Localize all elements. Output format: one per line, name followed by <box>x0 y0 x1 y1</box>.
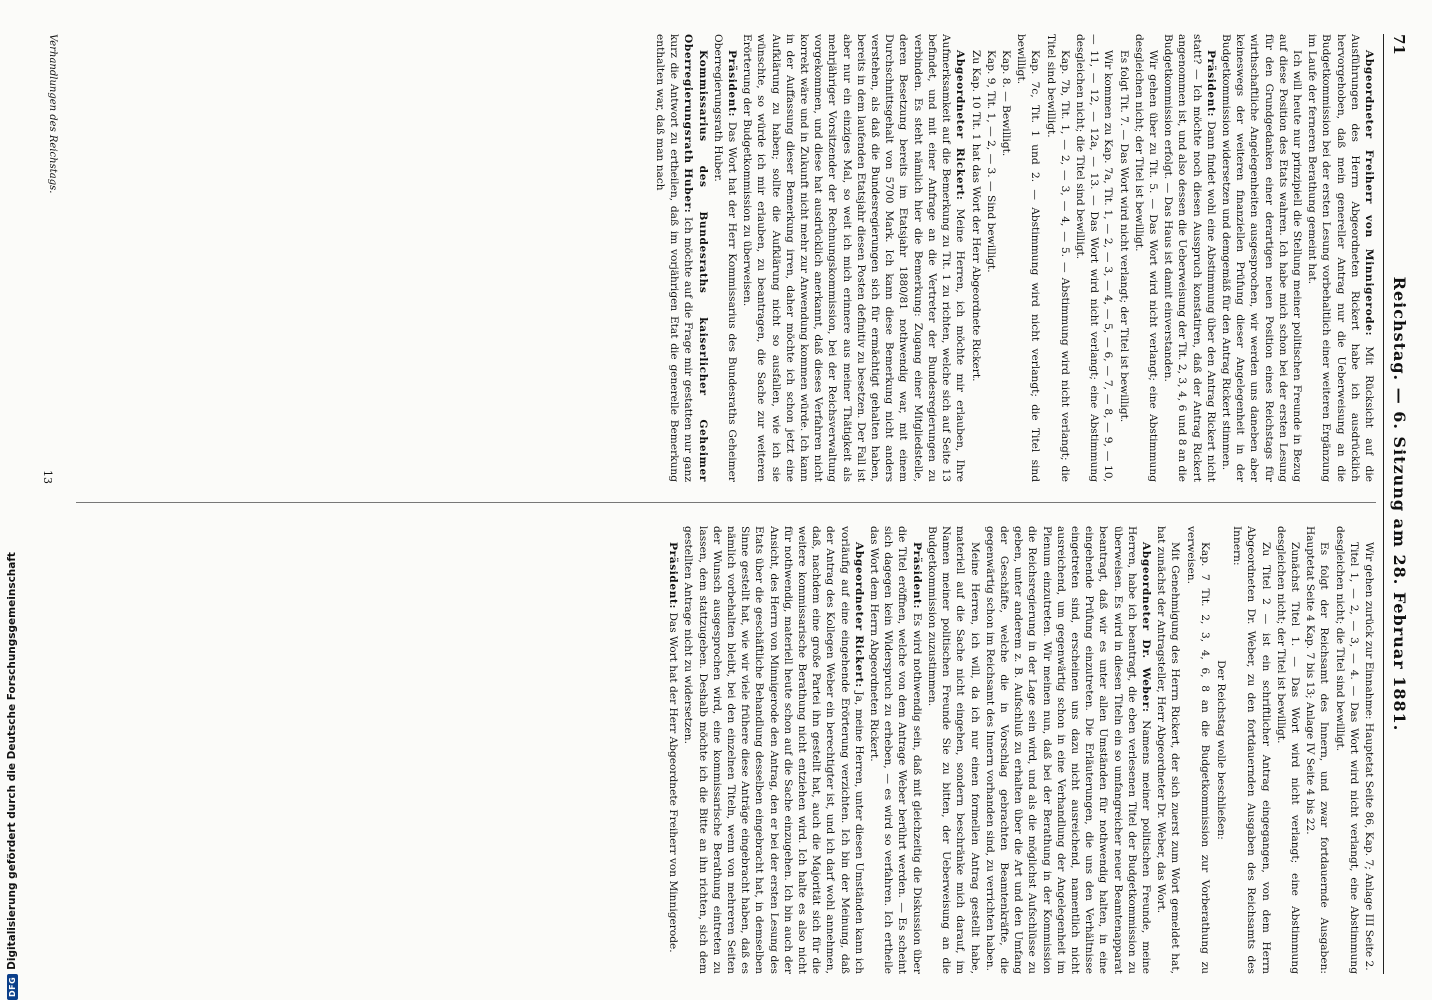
text-paragraph <box>1230 526 1273 974</box>
paragraph-text: Namens meiner politischen Freunde, meine Herren, habe ich beantragt, die eben verlesenen Titel der Budgetkommission zu überweisen. Es wird in diesen Titeln ein so umfangreicher neuer Beamtenapparat beantragt, daß wir es unter allen Umständen für nothwendig halten, in eine eingehende Prüfung einzutreten. Die Erläuterungen, die uns den Verhältnisse eingetreten sind, erscheinen uns dazu nicht ausreichend, namentlich nicht ausreichend, um gegenwärtig schon in eine Verhandlung der Angelegenheit im Plenum einzutreten. Wir meinen nun, daß bei der Berathung in der Kommission die Reichsregierung in der Lage sein wird, und als die möglichst Aufschlüsse zu geben, unter anderem z. B. Aufschluß zu erhalten über die Art und den Umfang der Geschäfte, welche die in Vorschlag gebrachten Beamtenkräfte, die gegenwärtig schon im Reichsamt des Innern vorhanden sind, zu verrichten haben. <box>983 526 1152 974</box>
text-paragraph <box>968 34 982 482</box>
paragraph-text: Titel 1, — 2, — 3, — 4. — Das Wort wird nicht verlangt, eine Abstimmung desgleichen nicht; die Titel sind bewilligt. <box>1333 526 1360 974</box>
paragraph-text: Kap. 7 Tit. 2, 3, 4, 6, 8 an die Budgetkommission zur Vorberathung zu verweisen. <box>1184 526 1211 974</box>
paragraph-text: Wir gehen zurück zur Einnahme: Hauptetat Seite 86, Kap. 7; Anlage III Seite 2. <box>1363 542 1375 971</box>
text-paragraph <box>1014 34 1042 482</box>
speaker-name: Abgeordneter Rickert: <box>852 542 865 688</box>
text-paragraph <box>867 526 924 974</box>
paragraph-text: Zunächst Titel 1. — Das Wort wird nicht verlangt; eine Abstimmung desgleichen nicht; der Titel ist bewilligt. <box>1274 526 1301 974</box>
text-paragraph <box>666 526 680 974</box>
text-paragraph <box>1219 34 1304 482</box>
paragraph-text: Ja, meine Herren, unter diesen Umständen kann ich vorläufig auf eine eingehende Erörterung verzichten. Ich bin der Meinung, daß der Antrag des Kollegen Weber ein berechtigter ist, und ich darf wohl annehmen, daß, nachdem eine große Partei ihn gestellt hat, auch die Majorität sich für die weitere kommissarische Berathung nicht entziehen wird. Ich halte es also nicht für nothwendig, materiell heute schon auf die Sache einzugehen. Ich bin auch der Ansicht, des Herrn von Minnigerode den Antrag, den er bei der ersten Lesung des Etats über die geschäftliche Behandlung desselben eingebracht hat, in demselben Sinne gestellt hat, wie wir viele frühere diese Anträge eingebracht haben, daß es nämlich vorbehalten bleibt, bei den einzelnen Titeln, wenn von mehreren Seiten der Wunsch ausgesprochen wird, eine kommissarische Berathung eintreten zu lassen, dem stattzugeben. Deshalb möchte ich die Bitte an ihn richten, sich dem gestellten Antrage nicht zu widersetzen. <box>682 526 865 974</box>
paragraph-text: Es folgt der Reichsamt des Innern, und zwar fortdauernde Ausgaben: Hauptetat Seite 4 Kap. 7 bis 13; Anlage IV Seite 4 bis 22. <box>1304 526 1331 974</box>
paragraph-text: Es wird nothwendig sein, daß mit gleichzeitig die Diskussion über die Titel eröffnen, welche von dem Antrage Weber berührt werden. — Es scheint sich dagegen kein Widerspruch zu erheben, — es wird so verfahren. Ich ertheile das Wort dem Herrn Abgeordneten Rickert. <box>868 526 923 974</box>
paragraph-text: Kap. 7b, Tit. 1, — 2, — 3, — 4, — 5. — Abstimmung wird nicht verlangt; die Titel sind bewilligt. <box>1044 34 1071 482</box>
text-paragraph <box>999 34 1013 482</box>
text-paragraph <box>1305 34 1376 482</box>
text-paragraph <box>1332 526 1360 974</box>
running-title: Reichstag. — 6. Sitzung am 28. Februar 1881. <box>1390 276 1409 732</box>
text-paragraph <box>1274 526 1302 974</box>
text-paragraph <box>1183 526 1211 974</box>
paragraph-text: Meine Herren, ich will, da ich nur einen formellen Antrag gestellt habe, materiell auf die Sache nicht eingehen, sondern beschränke mich darauf, im Namen meiner politischen Freunde Sie zu bitten, der Ueberweisung an die Budgetkommission zuzustimmen. <box>925 526 981 974</box>
page-number: 71 <box>1390 34 1408 55</box>
text-paragraph <box>1043 34 1071 482</box>
speaker-name: Abgeordneter Freiherr von Minnigerode: <box>1363 50 1375 337</box>
paragraph-text: Zu Titel 2 — ist ein schriftlicher Antrag eingegangen, von dem Herrn Abgeordneten Dr. Weber, zu den fortdauernden Ausgaben des Reichsamts des Innern: <box>1231 526 1272 974</box>
footer-line: Verhandlungen des Reichstags. <box>47 34 58 194</box>
right-column <box>66 526 1376 974</box>
paragraph-text: Ich will heute nur prinzipiell die Stellung meiner politischen Freunde in Bezug auf diese Position des Etats wahren. Ich habe mich schon bei der ersten Lesung für den Grundgedanken einer derartigen neuen Position eines Reichstags für wirthschaftliche Angelegenheiten ausgesprochen, wir werden uns daneben aber keineswegs der weiteren finanziellen Prüfung dieser Angelegenheit in der Budgetkommission widersetzen und demgemäß für den Antrag Rickert stimmen. <box>1219 34 1303 482</box>
paragraph-text: Meine Herren, ich möchte mir erlauben, Ihre Aufmerksamkeit auf die Bemerkung zu Tit. 1 zu richten, welche sich auf Seite 13 befindet, und mit einer Anfrage an die Vertreter der Bundesregierungen zu verbinden. Es steht nämlich hier die Bemerkung: Zugang einer Mitgliedstelle, deren Besetzung bereits im Etatsjahr 1880/81 nothwendig war, mit einem Durchschnittsgehalt von 5700 Mark. Ich kann diese Bemerkung nicht anders verstehen, als daß die Bundesregierungen sich für ermächtigt gehalten haben, bereits in dem laufenden Etatsjahr diesen Posten definitiv zu besetzen. Der Fall ist aber nur ein einziges Mal, so weit ich mich erinnere aus meiner Thätigkeit als mehrjähriger Vorsitzender der Rechnungskommission, bei der Reichsverwaltung vorgekommen, und diese hat ausdrücklich anerkannt, daß dieses Verfahren nicht korrekt wäre und in Zukunft nicht mehr zur Anwendung kommen würde. Ich kann in der Auffassung dieser Bemerkung irren, daher möchte ich schon jetzt eine Aufklärung zu haben; sollte die Aufklärung nicht so ausfallen, wie ich sie wünschte, so würde ich mir erlauben, zu beantragen, die Sache zur weiteren Erörterung der Budgetkommission zu überweisen. <box>741 34 967 482</box>
text-paragraph <box>653 34 710 482</box>
speaker-name: Präsident: <box>910 542 923 610</box>
paragraph-text: Das Wort hat der Herr Kommissarius des Bundesraths Geheimer Oberregierungsrath Huber. <box>711 34 739 482</box>
text-paragraph <box>983 526 1153 974</box>
text-paragraph <box>1073 34 1116 482</box>
text-paragraph <box>711 34 739 482</box>
signature-mark: 13 <box>41 470 54 484</box>
speaker-name: Präsident: <box>726 50 739 118</box>
speaker-name: Präsident: <box>667 542 680 610</box>
speaker-name: Abgeordneter Dr. Weber: <box>1139 542 1152 713</box>
text-paragraph <box>1161 34 1218 482</box>
text-paragraph <box>1362 526 1376 974</box>
text-paragraph <box>925 526 982 974</box>
paragraph-text: Das Wort hat der Herr Abgeordnete Freiherr von Minnigerode. <box>667 612 680 953</box>
column-divider <box>76 502 1376 503</box>
paragraph-text: Mit Rücksicht auf die Ausführungen des Herrn Abgeordneten Rickert habe ich ausdrücklich hervorgehoben, daß mein genereller Antrag nur die Ueberweisung an die Budgetkommission bei der ersten Lesung vorbehaltlich einer weiteren Ergänzung im Laufe der ferneren Berathung gemeint hat. <box>1306 34 1375 482</box>
left-column <box>66 34 1376 482</box>
paragraph-text: Wir gehen über zu Tit. 5. — Das Wort wird nicht verlangt; eine Abstimmung desgleichen nicht; der Titel ist bewilligt. <box>1132 34 1159 482</box>
text-paragraph <box>1303 526 1331 974</box>
paragraph-text: Mit Genehmigung des Herrn Rickert, der sich zuerst zum Wort gemeldet hat, hat zunächst der Antragsteller, Herr Abgeordneter Dr. Weber, das Wort. <box>1155 526 1182 974</box>
text-paragraph <box>1154 526 1182 974</box>
digitization-credit <box>2 552 22 1000</box>
text-paragraph <box>1132 34 1160 482</box>
text-paragraph <box>984 34 998 482</box>
speaker-name: Kommissarius des Bundesraths kaiserlicher Geheimer Oberregierungsrath Huber: <box>682 34 709 482</box>
paragraph-text: Der Reichstag wolle beschließen: <box>1214 660 1227 840</box>
paragraph-text: Es folgt Tit. 7. — Das Wort wird nicht verlangt; der Titel ist bewilligt. <box>1117 50 1130 423</box>
speaker-name: Präsident: <box>1204 50 1217 118</box>
page-header <box>1383 34 1410 974</box>
text-paragraph <box>681 526 866 974</box>
credit-text: Digitalisierung gefördert durch die Deutsche Forschungsgemeinschaft <box>6 552 18 970</box>
paragraph-text: Dann findet wohl eine Abstimmung über den Antrag Rickert nicht statt? — Ich möchte noch diesen Ausspruch konstatiren, daß der Antrag Rickert angenommen ist, und also dessen die Ueberweisung der Tit. 2, 3, 4, 6 und 8 an die Budgetkommission erfolgt. — Das Haus ist damit einverstanden. <box>1162 34 1217 482</box>
paragraph-text: Zu Kap. 10 Tit. 1 hat das Wort der Herr Abgeordnete Rickert. <box>969 50 982 382</box>
paragraph-text: Kap. 8. — Bewilligt. <box>999 50 1012 157</box>
text-paragraph <box>1116 34 1130 482</box>
text-paragraph <box>740 34 967 482</box>
paragraph-text: Wir kommen zu Kap. 7a, Tit. 1, — 2, — 3, — 4, — 5, — 6, — 7, — 8, — 9, — 10, — 11, — 12, — 12a, — 13. — Das Wort wird nicht verlangt; eine Abstimmung desgleichen nicht; die Titel sind bewilligt. <box>1073 34 1115 482</box>
paragraph-text: Ich möchte auf die Frage mir gestatten nur ganz kurz die Antwort zu ertheilen, daß im vorjährigen Etat die generelle Bemerkung enthalten war, daß man nach <box>654 34 695 482</box>
centered-line <box>1214 526 1228 974</box>
paragraph-text: Kap. 9, Tit. 1, — 2, — 3. — Sind bewilligt. <box>984 50 997 273</box>
dfg-logo-icon: DFG <box>7 974 18 1000</box>
paragraph-text: Kap. 7c, Tit. 1 und 2. — Abstimmung wird nicht verlangt; die Titel sind bewilligt. <box>1015 34 1042 482</box>
speaker-name: Abgeordneter Rickert: <box>954 50 967 201</box>
